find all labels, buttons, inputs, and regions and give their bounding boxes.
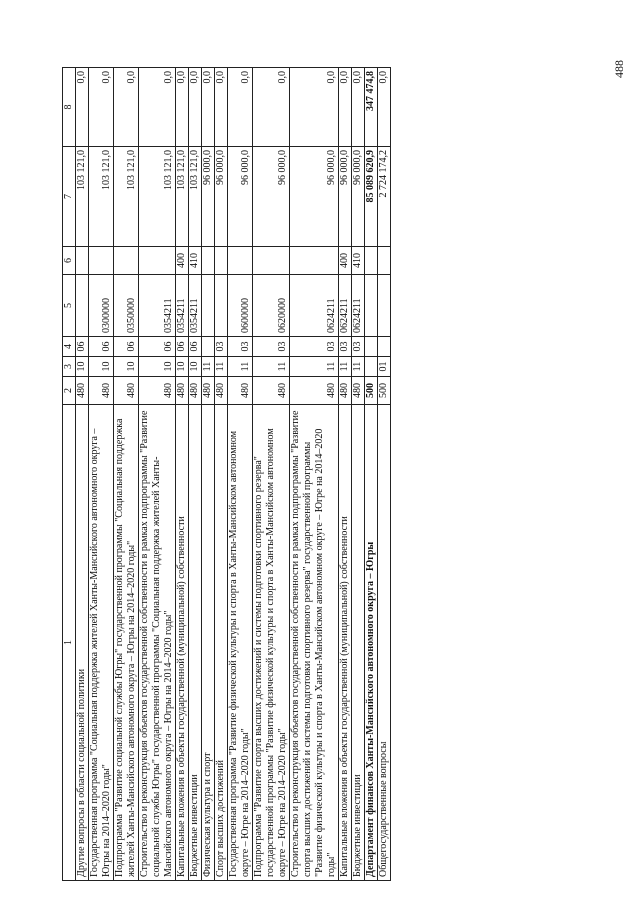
row-amount: 103 121,0: [189, 147, 202, 247]
row-ministry-code: 480: [228, 377, 253, 405]
table-row: [228, 68, 253, 881]
row-section: 10: [189, 357, 202, 377]
row-subsection: [365, 337, 378, 357]
row-name: Бюджетные инвестиции: [352, 405, 365, 881]
row-expense-type: 410: [189, 247, 202, 275]
row-name: Государственная программа "Социальная поддержка жителей Ханты-Мансийского автономного округа – Югры на 2014–2020 годы": [89, 405, 114, 881]
row-target-article: 0354211: [176, 275, 189, 337]
table-row: [378, 68, 391, 881]
row-name: Капитальные вложения в объекты государственной (муниципальной) собственности: [339, 405, 352, 881]
row-amount-2: 347 474,8: [365, 68, 378, 147]
row-expense-type: [114, 247, 139, 275]
table-row: [290, 68, 339, 881]
row-section: 11: [253, 357, 290, 377]
row-subsection: 03: [215, 337, 228, 357]
header-cell: 1: [63, 405, 76, 881]
row-subsection: 06: [76, 337, 89, 357]
row-amount: 96 000,0: [339, 147, 352, 247]
row-name: Строительство и реконструкция объектов государственной собственности в рамках подпрограммы "Развитие спорта высших достижений и системы подготовки спортивного резерва" государственной программы "Развитие физической культуры и спорта в Ханты-Мансийском автономном округе – Югре на 2014–2020 годы": [290, 405, 339, 881]
row-section: 11: [215, 357, 228, 377]
row-section: 10: [176, 357, 189, 377]
row-section: 01: [378, 357, 391, 377]
row-subsection: [378, 337, 391, 357]
row-name: Подпрограмма "Развитие социальной службы Югры" государственной программы "Социальная поддержка жителей Ханты-Мансийского автономного округа – Югры на 2014–2020 годы": [114, 405, 139, 881]
table-row: [339, 68, 352, 881]
row-name: Капитальные вложения в объекты государственной (муниципальной) собственности: [176, 405, 189, 881]
row-expense-type: [253, 247, 290, 275]
row-target-article: 0354211: [139, 275, 176, 337]
header-cell: 6: [63, 247, 76, 275]
row-amount: 96 000,0: [253, 147, 290, 247]
row-subsection: 03: [228, 337, 253, 357]
row-subsection: 06: [89, 337, 114, 357]
row-target-article: 0354211: [189, 275, 202, 337]
row-subsection: 06: [176, 337, 189, 357]
row-expense-type: [228, 247, 253, 275]
row-amount: 85 089 620,9: [365, 147, 378, 247]
row-ministry-code: 480: [290, 377, 339, 405]
row-section: 10: [89, 357, 114, 377]
row-ministry-code: 480: [76, 377, 89, 405]
row-subsection: 06: [189, 337, 202, 357]
row-target-article: [76, 275, 89, 337]
row-amount: 103 121,0: [76, 147, 89, 247]
row-subsection: 06: [114, 337, 139, 357]
row-section: 11: [352, 357, 365, 377]
row-subsection: 03: [339, 337, 352, 357]
row-subsection: 03: [352, 337, 365, 357]
row-section: 11: [290, 357, 339, 377]
row-ministry-code: 480: [253, 377, 290, 405]
row-amount: 96 000,0: [215, 147, 228, 247]
row-ministry-code: 500: [378, 377, 391, 405]
row-amount-2: 0,0: [76, 68, 89, 147]
table-row: [114, 68, 139, 881]
row-section: [365, 357, 378, 377]
row-amount: 103 121,0: [89, 147, 114, 247]
header-row: [63, 68, 76, 881]
row-ministry-code: 480: [114, 377, 139, 405]
header-cell: 4: [63, 337, 76, 357]
row-expense-type: [378, 247, 391, 275]
row-expense-type: 400: [176, 247, 189, 275]
row-subsection: 03: [290, 337, 339, 357]
row-amount-2: 0,0: [290, 68, 339, 147]
row-amount-2: 0,0: [202, 68, 215, 147]
row-amount: 103 121,0: [139, 147, 176, 247]
header-cell: 5: [63, 275, 76, 337]
row-name: Общегосударственные вопросы: [378, 405, 391, 881]
row-target-article: [378, 275, 391, 337]
row-target-article: 0624211: [352, 275, 365, 337]
budget-table: [62, 67, 391, 881]
table-row: [89, 68, 114, 881]
table-row: [253, 68, 290, 881]
row-amount: 2 724 174,2: [378, 147, 391, 247]
row-target-article: [215, 275, 228, 337]
row-amount-2: 0,0: [176, 68, 189, 147]
row-name: Физическая культура и спорт: [202, 405, 215, 881]
row-ministry-code: 480: [202, 377, 215, 405]
row-section: 11: [202, 357, 215, 377]
row-target-article: 0300000: [89, 275, 114, 337]
row-expense-type: 400: [339, 247, 352, 275]
row-amount-2: 0,0: [352, 68, 365, 147]
row-expense-type: [89, 247, 114, 275]
table-row: [76, 68, 89, 881]
row-name: Подпрограмма "Развитие спорта высших достижений и системы подготовки спортивного резерва" государственной программы "Развитие физической культуры и спорта в Ханты-Мансийском автономном округе – Югре на 2014–2020 годы": [253, 405, 290, 881]
row-expense-type: [290, 247, 339, 275]
table-row: [215, 68, 228, 881]
row-section: 10: [76, 357, 89, 377]
row-amount: 96 000,0: [352, 147, 365, 247]
row-name: Строительство и реконструкция объектов государственной собственности в рамках подпрограммы "Развитие социальной службы Югры" государственной программы "Социальная поддержка жителей Ханты-Мансийского автономного округа – Югры на 2014–2020 годы": [139, 405, 176, 881]
row-target-article: 0624211: [290, 275, 339, 337]
table-row: [189, 68, 202, 881]
row-name: Спорт высших достижений: [215, 405, 228, 881]
table-row: [176, 68, 189, 881]
row-target-article: [202, 275, 215, 337]
row-expense-type: [139, 247, 176, 275]
row-target-article: 0350000: [114, 275, 139, 337]
row-ministry-code: 500: [365, 377, 378, 405]
row-amount-2: 0,0: [139, 68, 176, 147]
row-amount-2: 0,0: [89, 68, 114, 147]
row-expense-type: [202, 247, 215, 275]
row-amount: 96 000,0: [228, 147, 253, 247]
row-name: Другие вопросы в области социальной политики: [76, 405, 89, 881]
header-cell: 8: [63, 68, 76, 147]
row-section: 11: [228, 357, 253, 377]
row-expense-type: 410: [352, 247, 365, 275]
row-amount: 96 000,0: [202, 147, 215, 247]
row-amount: 103 121,0: [176, 147, 189, 247]
header-cell: 7: [63, 147, 76, 247]
row-amount-2: 0,0: [228, 68, 253, 147]
row-ministry-code: 480: [352, 377, 365, 405]
row-ministry-code: 480: [139, 377, 176, 405]
row-amount: 103 121,0: [114, 147, 139, 247]
row-amount-2: 0,0: [253, 68, 290, 147]
row-section: 10: [139, 357, 176, 377]
row-amount-2: 0,0: [378, 68, 391, 147]
row-expense-type: [76, 247, 89, 275]
table-row: [139, 68, 176, 881]
row-amount: 96 000,0: [290, 147, 339, 247]
row-amount-2: 0,0: [189, 68, 202, 147]
row-section: 11: [339, 357, 352, 377]
row-name: Бюджетные инвестиции: [189, 405, 202, 881]
table-row: [352, 68, 365, 881]
header-cell: 3: [63, 357, 76, 377]
row-ministry-code: 480: [339, 377, 352, 405]
row-amount-2: 0,0: [114, 68, 139, 147]
row-subsection: 03: [253, 337, 290, 357]
row-name: Государственная программа "Развитие физической культуры и спорта в Ханты-Мансийском автономном округе – Югре на 2014–2020 годы": [228, 405, 253, 881]
row-ministry-code: 480: [215, 377, 228, 405]
row-name: Департамент финансов Ханты-Мансийского автономного округа – Югры: [365, 405, 378, 881]
row-subsection: 06: [139, 337, 176, 357]
row-target-article: 0624211: [339, 275, 352, 337]
row-amount-2: 0,0: [339, 68, 352, 147]
row-amount-2: 0,0: [215, 68, 228, 147]
row-target-article: 0620000: [253, 275, 290, 337]
row-section: 10: [114, 357, 139, 377]
budget-table-rotated: [62, 68, 567, 881]
row-ministry-code: 480: [176, 377, 189, 405]
row-expense-type: [365, 247, 378, 275]
row-subsection: [202, 337, 215, 357]
row-expense-type: [215, 247, 228, 275]
row-ministry-code: 480: [189, 377, 202, 405]
row-ministry-code: 480: [89, 377, 114, 405]
row-target-article: [365, 275, 378, 337]
page-number: 488: [612, 60, 626, 78]
row-target-article: 0600000: [228, 275, 253, 337]
table-row: [202, 68, 215, 881]
table-row: [365, 68, 378, 881]
header-cell: 2: [63, 377, 76, 405]
